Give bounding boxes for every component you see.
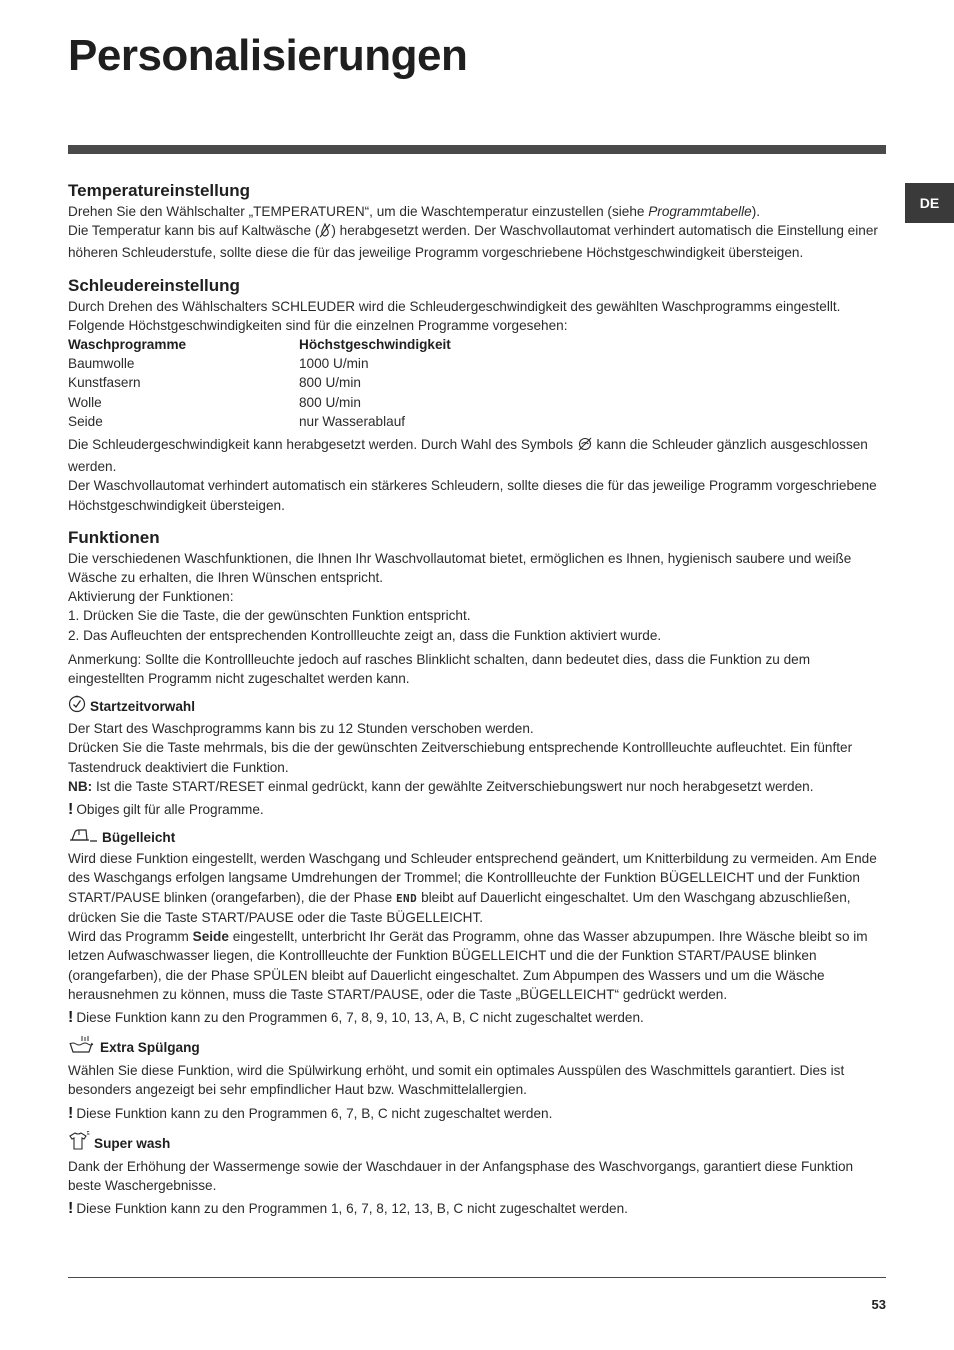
- delay-start-note-text: Obiges gilt für alle Programme.: [76, 802, 264, 818]
- easy-iron-p1-a: Wird diese Funktion eingestellt, werden Waschgang und Schleuder entsprechend geändert, um Knitterbildung zu vermeiden. Am Ende des Waschgangs erfolgen langsame Umdrehungen der Trommel; die Kontrollleuchte der Funktion BÜGELLEICHT und der Funktion START/PAUSE blinken (orangefarben), die der Phase: [68, 851, 877, 905]
- easy-iron-p2-a: Wird das Programm: [68, 929, 193, 945]
- easy-iron-paragraph-1: [68, 849, 888, 927]
- delay-start-heading: [68, 695, 888, 719]
- temperature-paragraph-1: [68, 202, 888, 221]
- super-wash-title: Super wash: [94, 1135, 171, 1151]
- easy-iron-note-text: Diese Funktion kann zu den Programmen 6, 7, 8, 9, 10, 13, A, B, C nicht zugeschaltet werden.: [76, 1009, 644, 1025]
- easy-iron-p1-b: bleibt auf Dauerlicht eingeschaltet. Um den Waschgang abzuschließen, drücken Sie die Taste START/PAUSE oder die Taste BÜGELLEICHT.: [68, 889, 851, 925]
- easy-iron-paragraph-2: [68, 927, 888, 1004]
- spin-p3-b: kann die Schleuder gänzlich ausgeschlossen werden.: [68, 437, 868, 475]
- nb-label: NB:: [68, 778, 93, 794]
- delay-start-paragraph-2: Drücken Sie die Taste mehrmals, bis die der gewünschten Zeitverschiebung entsprechende Kontrollleuchte aufleuchtet. Ein fünfter Tastendruck deaktiviert die Funktion.: [68, 740, 853, 775]
- extra-rinse-heading: [68, 1035, 888, 1061]
- extra-rinse-icon: [68, 1035, 96, 1061]
- table-cell: Kunstfasern: [68, 375, 141, 391]
- warning-exclamation-icon: !: [68, 1200, 74, 1218]
- extra-rinse-title: Extra Spülgang: [100, 1040, 200, 1056]
- title-divider-bar: [68, 145, 886, 154]
- extra-rinse-note: [68, 1104, 888, 1123]
- temperature-p1-a: Drehen Sie den Wählschalter „TEMPERATUREN“, um die Waschtemperatur einzustellen (siehe: [68, 204, 649, 219]
- table-row: [68, 354, 451, 373]
- speed-table-header-speed: Höchstgeschwindigkeit: [299, 337, 451, 353]
- delay-start-note: [68, 800, 888, 819]
- temperature-section: [68, 180, 888, 263]
- footer-divider: [68, 1277, 886, 1278]
- table-cell: 800 U/min: [299, 394, 361, 410]
- no-spin-icon: [577, 436, 593, 457]
- timer-icon: [68, 695, 86, 719]
- super-wash-block: [68, 1131, 888, 1219]
- table-cell: Baumwolle: [68, 356, 135, 372]
- speed-table-header: [68, 335, 451, 354]
- temperature-p1-b: ).: [751, 204, 761, 219]
- spin-p3-a: Die Schleudergeschwindigkeit kann herabgesetzt werden. Durch Wahl des Symbols: [68, 437, 577, 453]
- page-number: 53: [871, 1297, 886, 1312]
- temperature-paragraph-2: [68, 221, 888, 262]
- functions-activation: Aktivierung der Funktionen:: [68, 589, 234, 605]
- functions-remark: Anmerkung: Sollte die Kontrollleuchte jedoch auf rasches Blinklicht schalten, dann bedeutet dies, dass die Funktion zu dem eingestellten Programm nicht zugeschaltet werden kann.: [68, 651, 811, 687]
- delay-start-nb: [68, 777, 888, 796]
- table-row: [68, 412, 451, 431]
- functions-section: [68, 527, 888, 1218]
- easy-iron-title: Bügelleicht: [102, 830, 176, 846]
- spin-paragraph-2: Folgende Höchstgeschwindigkeiten sind für die einzelnen Programme vorgesehen:: [68, 317, 568, 333]
- cold-wash-icon: [319, 223, 331, 243]
- table-row: [68, 373, 451, 392]
- super-wash-note: [68, 1199, 888, 1218]
- easy-iron-heading: [68, 827, 888, 849]
- table-cell: Wolle: [68, 394, 102, 410]
- warning-exclamation-icon: !: [68, 1104, 74, 1122]
- spin-paragraph-3: [68, 435, 888, 476]
- spin-heading: Schleudereinstellung: [68, 275, 240, 295]
- functions-intro: Die verschiedenen Waschfunktionen, die Ihnen Ihr Waschvollautomat bietet, ermöglichen es Ihnen, hygienisch saubere und weiße Wäsche zu erhalten, die Ihren Wünschen entspricht.: [68, 550, 852, 586]
- table-cell: 800 U/min: [299, 375, 361, 391]
- extra-rinse-note-text: Diese Funktion kann zu den Programmen 6, 7, B, C nicht zugeschaltet werden.: [76, 1105, 553, 1121]
- spin-paragraph-1: Durch Drehen des Wählschalters SCHLEUDER wird die Schleudergeschwindigkeit des gewählten Waschprogramms eingestellt.: [68, 298, 841, 314]
- end-phase-symbol: END: [395, 891, 418, 905]
- table-cell: nur Wasserablauf: [299, 413, 406, 429]
- speed-table-header-programs: Waschprogramme: [68, 337, 187, 353]
- speed-table: [68, 335, 451, 431]
- super-wash-icon: [68, 1131, 90, 1157]
- spin-section: [68, 275, 888, 515]
- super-wash-heading: [68, 1131, 888, 1157]
- table-cell: Seide: [68, 413, 103, 429]
- delay-start-paragraph-1: Der Start des Waschprogramms kann bis zu 12 Stunden verschoben werden.: [68, 721, 534, 737]
- spin-paragraph-4: Der Waschvollautomat verhindert automatisch ein stärkeres Schleudern, sollte dieses die für das jeweilige Programm vorgeschriebene Höchstgeschwindigkeit übersteigen.: [68, 478, 877, 513]
- easy-iron-note: [68, 1008, 888, 1027]
- table-row: [68, 393, 451, 412]
- programm-table-ref: Programmtabelle: [648, 204, 752, 219]
- super-wash-paragraph-1: Dank der Erhöhung der Wassermenge sowie der Waschdauer in der Anfangsphase des Waschvorgangs, garantiert diese Funktion beste Waschergebnisse.: [68, 1158, 854, 1193]
- functions-heading: Funktionen: [68, 527, 160, 547]
- super-wash-note-text: Diese Funktion kann zu den Programmen 1, 6, 7, 8, 12, 13, B, C nicht zugeschaltet werden.: [76, 1201, 628, 1217]
- page-title: Personalisierungen: [68, 31, 468, 80]
- nb-text: Ist die Taste START/RESET einmal gedrückt, kann der gewählte Zeitverschiebungswert nur noch herabgesetzt werden.: [92, 778, 814, 794]
- extra-rinse-block: [68, 1035, 888, 1123]
- easy-iron-block: [68, 827, 888, 1027]
- language-tab: DE: [905, 183, 954, 223]
- extra-rinse-paragraph-1: Wählen Sie diese Funktion, wird die Spülwirkung erhöht, und somit ein optimales Ausspülen des Waschmittels garantiert. Dies ist besonders angezeigt bei sehr empfindlicher Haut bzw. Waschmittelallergien.: [68, 1063, 845, 1098]
- page-content: [68, 180, 888, 1224]
- temperature-p2-a: Die Temperatur kann bis auf Kaltwäsche (: [68, 223, 320, 239]
- temperature-heading: Temperatureinstellung: [68, 181, 250, 200]
- functions-step-1: 1. Drücken Sie die Taste, die der gewünschten Funktion entspricht.: [68, 608, 471, 624]
- iron-icon: [68, 827, 98, 849]
- temperature-p2-b: ) herabgesetzt werden. Der Waschvollautomat verhindert automatisch die Einstellung einer höheren Schleuderstufe, sollte diese die für das jeweilige Programm vorgeschriebene Höchstgeschwindigkeit übersteigen.: [68, 223, 878, 261]
- delay-start-block: [68, 695, 888, 819]
- warning-exclamation-icon: !: [68, 1008, 74, 1026]
- table-cell: 1000 U/min: [299, 356, 369, 372]
- delay-start-title: Startzeitvorwahl: [90, 699, 195, 715]
- functions-step-2: 2. Das Aufleuchten der entsprechenden Kontrollleuchte zeigt an, dass die Funktion aktiviert wurde.: [68, 627, 662, 643]
- easy-iron-p2-b: eingestellt, unterbricht Ihr Gerät das Programm, ohne das Wasser abzupumpen. Ihre Wäsche bleibt so im letzen Aufwaschwasser liegen, die Kontrollleuchte der Funktion BÜGELLEICHT und die der Funktion START/PAUSE blinken (orangefarben), die der Phase SPÜLEN bleibt auf Dauerlicht eingeschaltet. Zum Abpumpen des Wassers und um die Wäsche herausnehmen zu können, muss die Taste START/PAUSE, oder die Taste „BÜGELLEICHT“ gedrückt werden.: [68, 929, 868, 1002]
- program-seide: Seide: [192, 929, 229, 945]
- warning-exclamation-icon: !: [68, 801, 74, 819]
